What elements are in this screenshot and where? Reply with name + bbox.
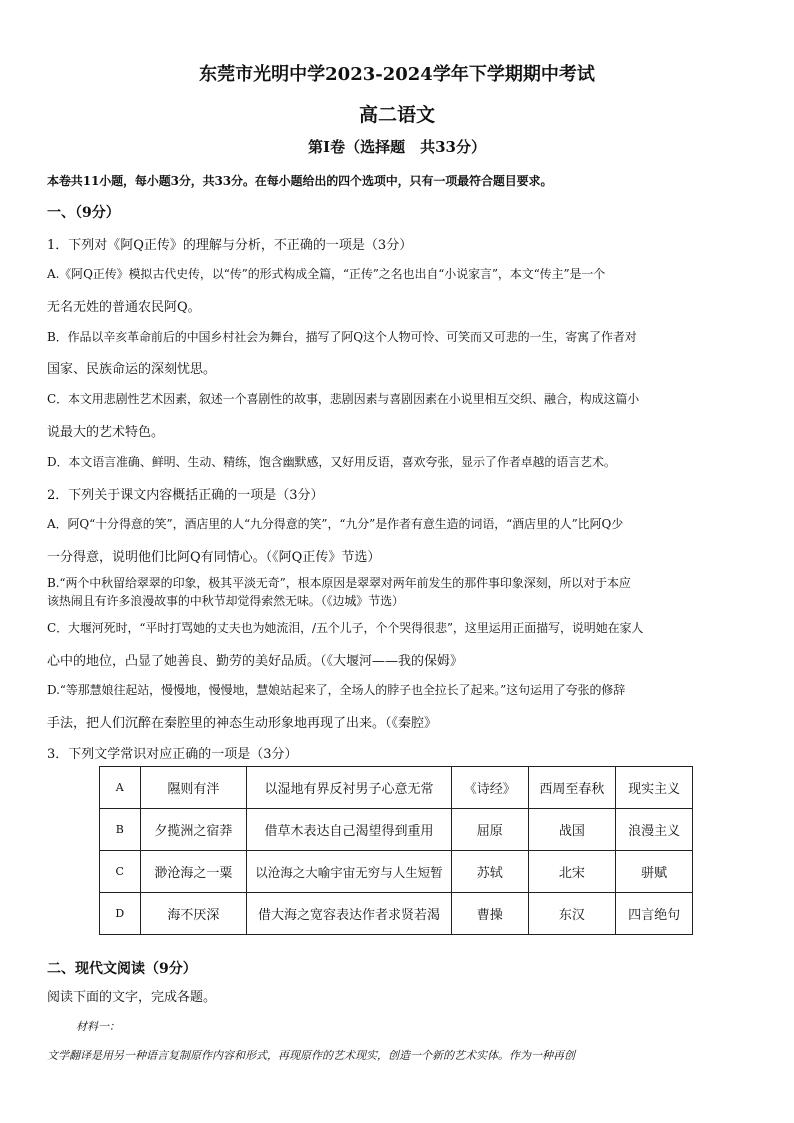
option-letter: A bbox=[100, 767, 141, 809]
table-row bbox=[100, 851, 693, 893]
author-cell: 苏轼 bbox=[451, 851, 528, 893]
era-cell: 东汉 bbox=[528, 893, 615, 935]
section2-heading: 二、现代文阅读（9分） bbox=[47, 961, 197, 977]
q2-option-d-cont: 手法，把人们沉醉在秦腔里的神态生动形象地再现了出来。（《秦腔》 bbox=[47, 716, 438, 731]
q1-option-a: A.《阿Q正传》模拟古代史传，以“传”的形式构成全篇，“正传”之名也出自“小说家言”，本文“传主”是一个 bbox=[47, 267, 606, 281]
q1-option-c-cont: 说最大的艺术特色。 bbox=[47, 425, 165, 440]
q1-stem: 1．下列对《阿Q正传》的理解与分析，不正确的一项是（3分） bbox=[47, 238, 413, 253]
option-letter: B bbox=[100, 809, 141, 851]
q2-option-c: C．大堰河死时，“平时打骂她的丈夫也为她流泪，/五个儿子，个个哭得很悲”，这里运用正面描写，说明她在家人 bbox=[47, 621, 644, 635]
q1-option-a-cont: 无名无姓的普通农民阿Q。 bbox=[47, 300, 201, 315]
q2-option-b: B.“两个中秋留给翠翠的印象，极其平淡无奇”，根本原因是翠翠对两年前发生的那件事印象深刻，所以对于本应 bbox=[47, 576, 631, 590]
analysis-cell: 以沧海之大喻宇宙无穷与人生短暂 bbox=[247, 851, 452, 893]
q2-option-a: A．阿Q“十分得意的笑”，酒店里的人“九分得意的笑”，“九分”是作者有意生造的词语，“酒店里的人”比阿Q少 bbox=[47, 517, 624, 531]
material-label: 材料一： bbox=[76, 1020, 120, 1033]
author-cell: 曹操 bbox=[451, 893, 528, 935]
q2-option-b-cont: 该热闹且有许多浪漫故事的中秋节却觉得索然无味。（《边城》节选） bbox=[47, 594, 404, 608]
material-text: 文学翻译是用另一种语言复制原作内容和形式，再现原作的艺术现实，创造一个新的艺术实体。作为一种再创 bbox=[47, 1049, 575, 1062]
style-cell: 浪漫主义 bbox=[616, 809, 693, 851]
quote-cell: 夕揽洲之宿莽 bbox=[140, 809, 247, 851]
author-cell: 《诗经》 bbox=[451, 767, 528, 809]
analysis-cell: 借草木表达自己渴望得到重用 bbox=[247, 809, 452, 851]
exam-title: 东莞市光明中学2023-2024学年下学期期中考试 bbox=[199, 64, 595, 85]
section2-intro: 阅读下面的文字，完成各题。 bbox=[47, 990, 217, 1005]
q2-option-a-cont: 一分得意，说明他们比阿Q有同情心。（《阿Q正传》节选） bbox=[47, 550, 381, 565]
q1-option-c: C．本文用悲剧性艺术因素，叙述一个喜剧性的故事，悲剧因素与喜剧因素在小说里相互交织、融合，构成这篇小 bbox=[47, 392, 640, 406]
option-letter: C bbox=[100, 851, 141, 893]
author-cell: 屈原 bbox=[451, 809, 528, 851]
style-cell: 骈赋 bbox=[616, 851, 693, 893]
quote-cell: 隰则有泮 bbox=[140, 767, 247, 809]
style-cell: 四言绝句 bbox=[616, 893, 693, 935]
era-cell: 战国 bbox=[528, 809, 615, 851]
analysis-cell: 以湿地有界反衬男子心意无常 bbox=[247, 767, 452, 809]
analysis-cell: 借大海之宽容表达作者求贤若渴 bbox=[247, 893, 452, 935]
era-cell: 北宋 bbox=[528, 851, 615, 893]
q1-option-d: D．本文语言准确、鲜明、生动、精练，饱含幽默感，又好用反语，喜欢夸张，显示了作者卓越的语言艺术。 bbox=[47, 455, 616, 469]
table-row bbox=[100, 809, 693, 851]
quote-cell: 海不厌深 bbox=[140, 893, 247, 935]
quote-cell: 渺沧海之一粟 bbox=[140, 851, 247, 893]
instructions: 本卷共11小题，每小题3分，共33分。在每小题给出的四个选项中，只有一项最符合题目要求。 bbox=[47, 174, 553, 188]
subject-title: 高二语文 bbox=[358, 104, 435, 126]
q2-option-d: D.“等那慧娘往起站，慢慢地，慢慢地，慧娘站起来了，全场人的脖子也全拉长了起来。”这句运用了夸张的修辞 bbox=[47, 683, 626, 697]
style-cell: 现实主义 bbox=[616, 767, 693, 809]
q1-option-b: B．作品以辛亥革命前后的中国乡村社会为舞台，描写了阿Q这个人物可怜、可笑而又可悲的一生，寄寓了作者对 bbox=[47, 330, 637, 344]
q2-option-c-cont: 心中的地位，凸显了她善良、勤劳的美好品质。（《大堰河——我的保姆》 bbox=[47, 654, 464, 669]
literature-table bbox=[99, 766, 693, 935]
option-letter: D bbox=[100, 893, 141, 935]
q1-option-b-cont: 国家、民族命运的深刻忧思。 bbox=[47, 362, 217, 377]
table-row bbox=[100, 893, 693, 935]
q3-stem: 3．下列文学常识对应正确的一项是（3分） bbox=[47, 747, 298, 762]
q2-stem: 2．下列关于课文内容概括正确的一项是（3分） bbox=[47, 488, 324, 503]
era-cell: 西周至春秋 bbox=[528, 767, 615, 809]
table-row bbox=[100, 767, 693, 809]
section1-heading: 一、（9分） bbox=[47, 205, 120, 221]
part-title: 第Ⅰ卷（选择题 共33分） bbox=[308, 138, 486, 156]
